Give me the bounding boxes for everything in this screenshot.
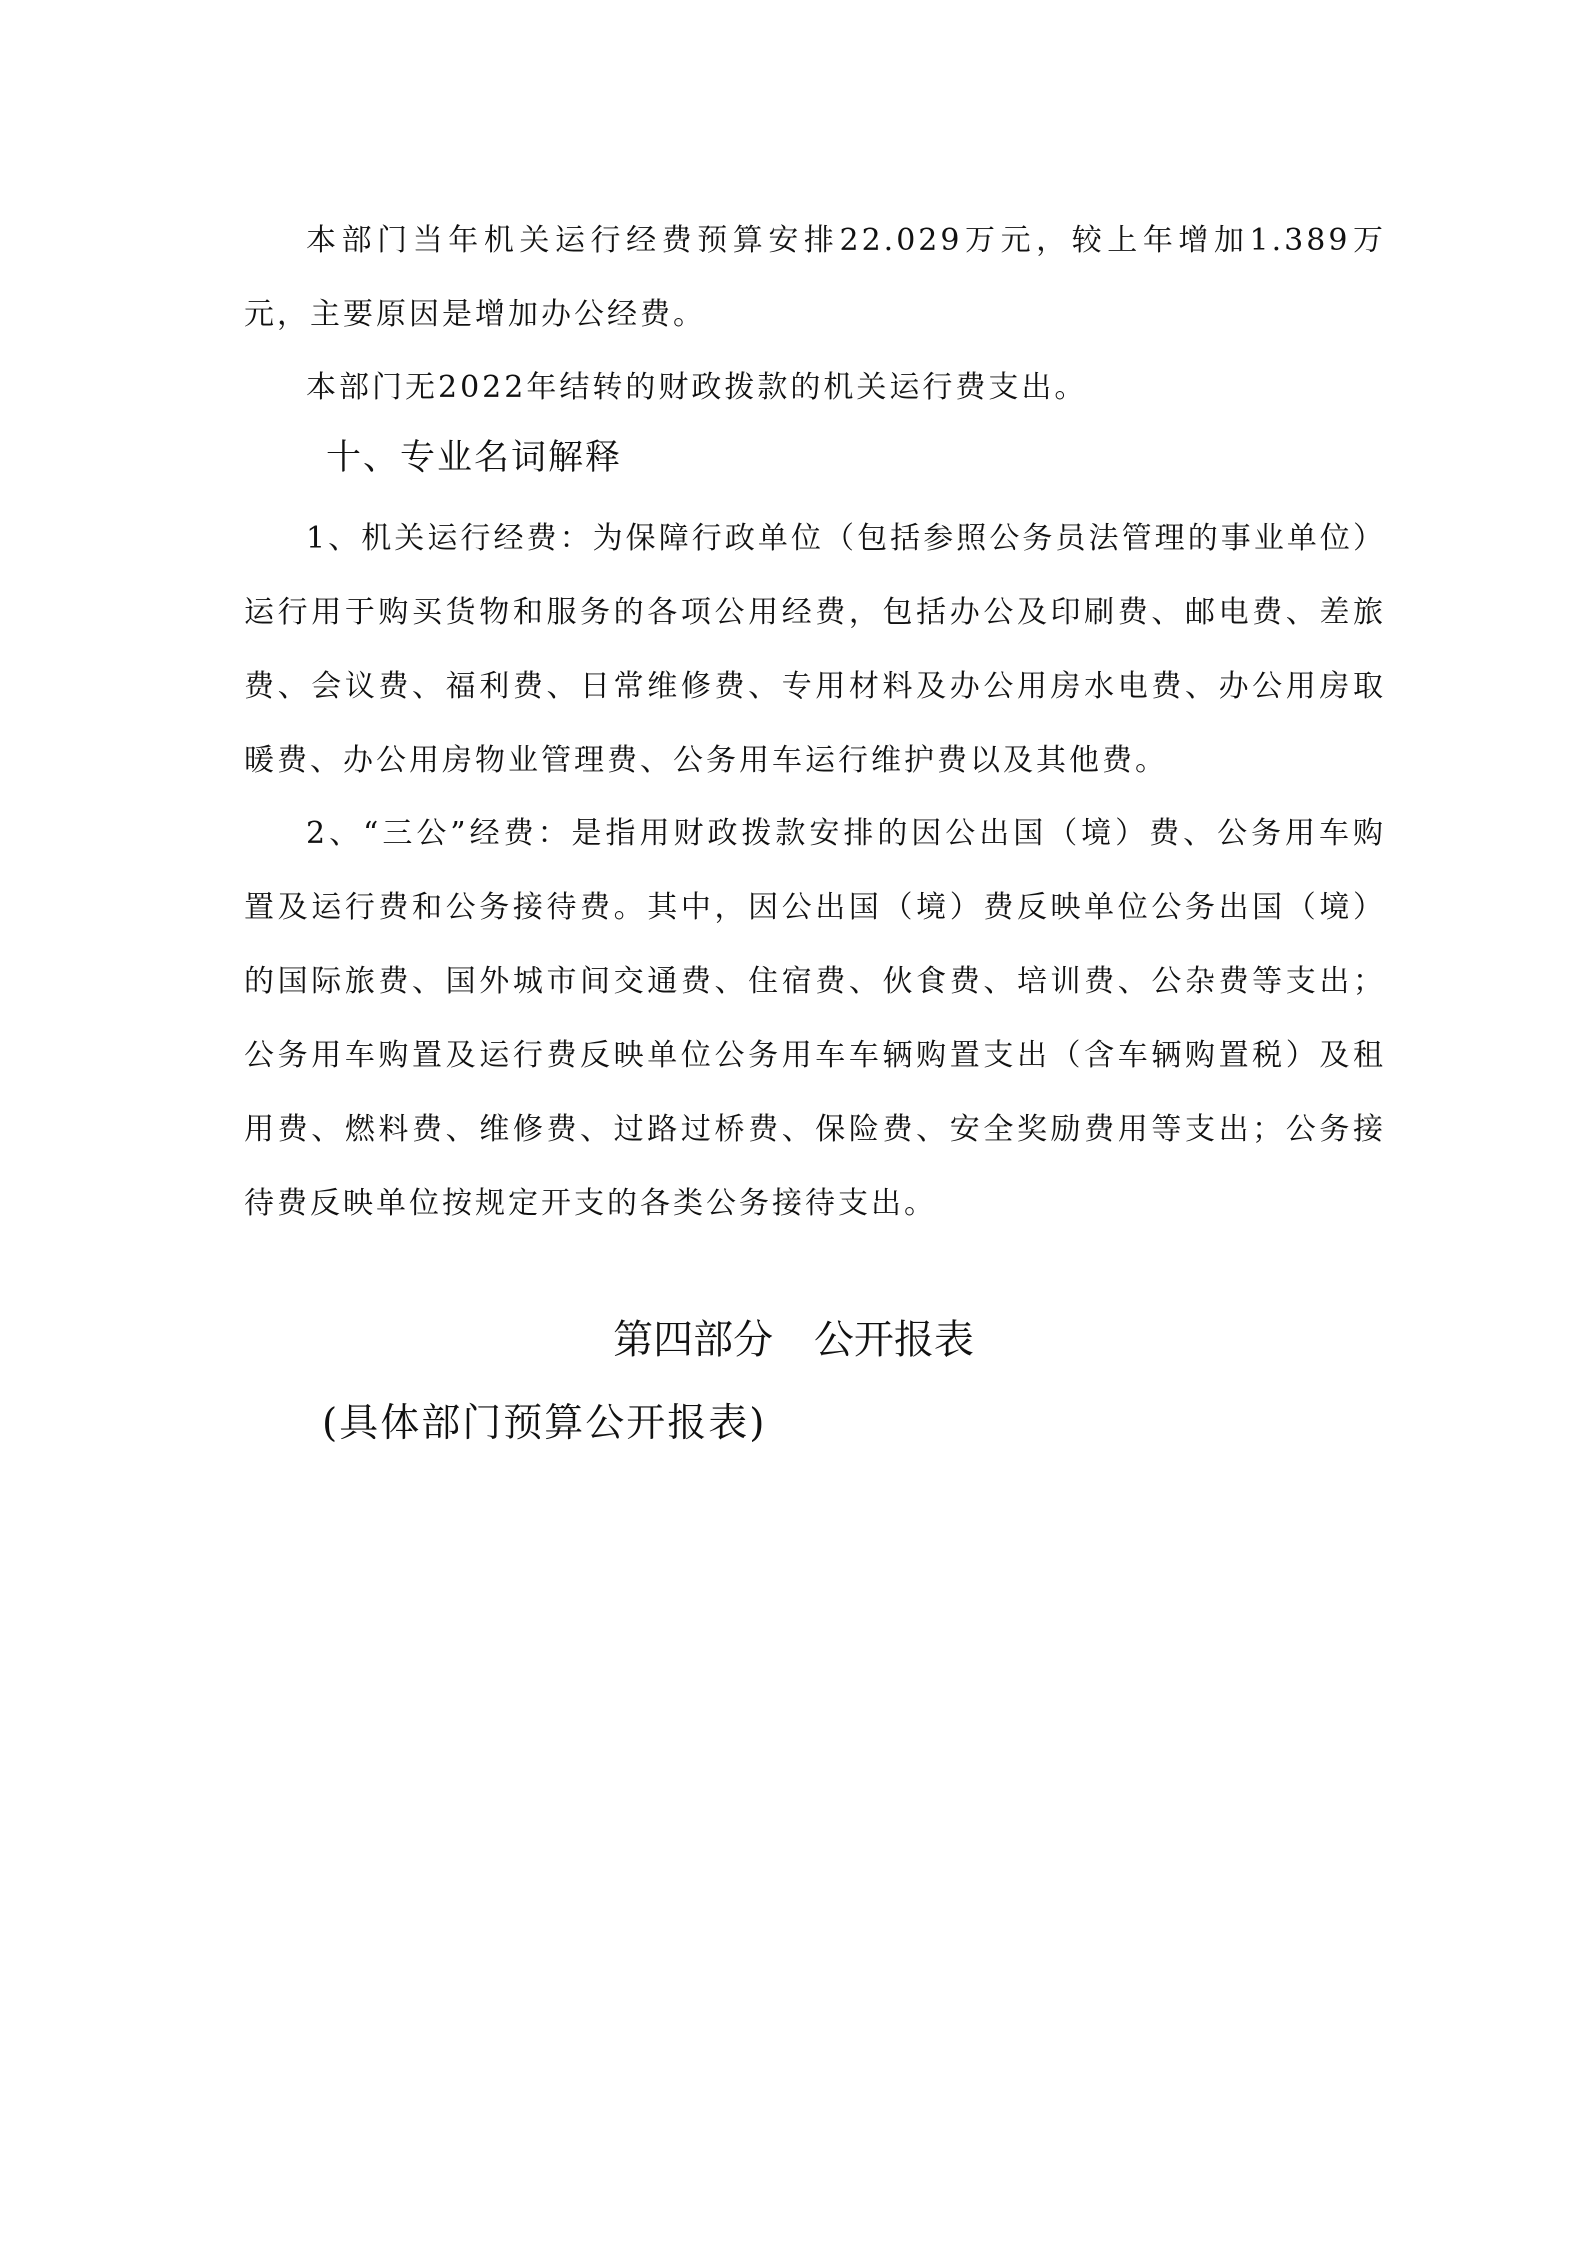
paragraph-operating-budget: 本部门当年机关运行经费预算安排22.029万元，较上年增加1.389万元，主要原因是增加办公经费。	[244, 223, 1386, 332]
section-heading-terms: 十、专业名词解释	[326, 438, 623, 478]
paragraph-term-three-public: 2、“三公”经费：是指用财政拨款安排的因公出国（境）费、公务用车购置及运行费和公务接待费。其中，因公出国（境）费反映单位公务出国（境）的国际旅费、国外城市间交通费、住宿费、伙食费、培训费、公杂费等支出；公务用车购置及运行费反映单位公务用车车辆购置支出（含车辆购置税）及租用费、燃料费、维修费、过路过桥费、保险费、安全奖励费用等支出；公务接待费反映单位按规定开支的各类公务接待支出。	[244, 816, 1386, 1221]
part-title: 第四部分 公开报表	[613, 1317, 974, 1363]
paragraph-term-operating-expenses: 1、机关运行经费：为保障行政单位（包括参照公务员法管理的事业单位）运行用于购买货物和服务的各项公用经费，包括办公及印刷费、邮电费、差旅费、会议费、福利费、日常维修费、专用材料及办公用房水电费、办公用房取暖费、办公用房物业管理费、公务用车运行维护费以及其他费。	[244, 521, 1386, 778]
paragraph-carryover: 本部门无2022年结转的财政拨款的机关运行费支出。	[306, 370, 1088, 405]
part-subtitle: (具体部门预算公开报表)	[322, 1401, 767, 1446]
